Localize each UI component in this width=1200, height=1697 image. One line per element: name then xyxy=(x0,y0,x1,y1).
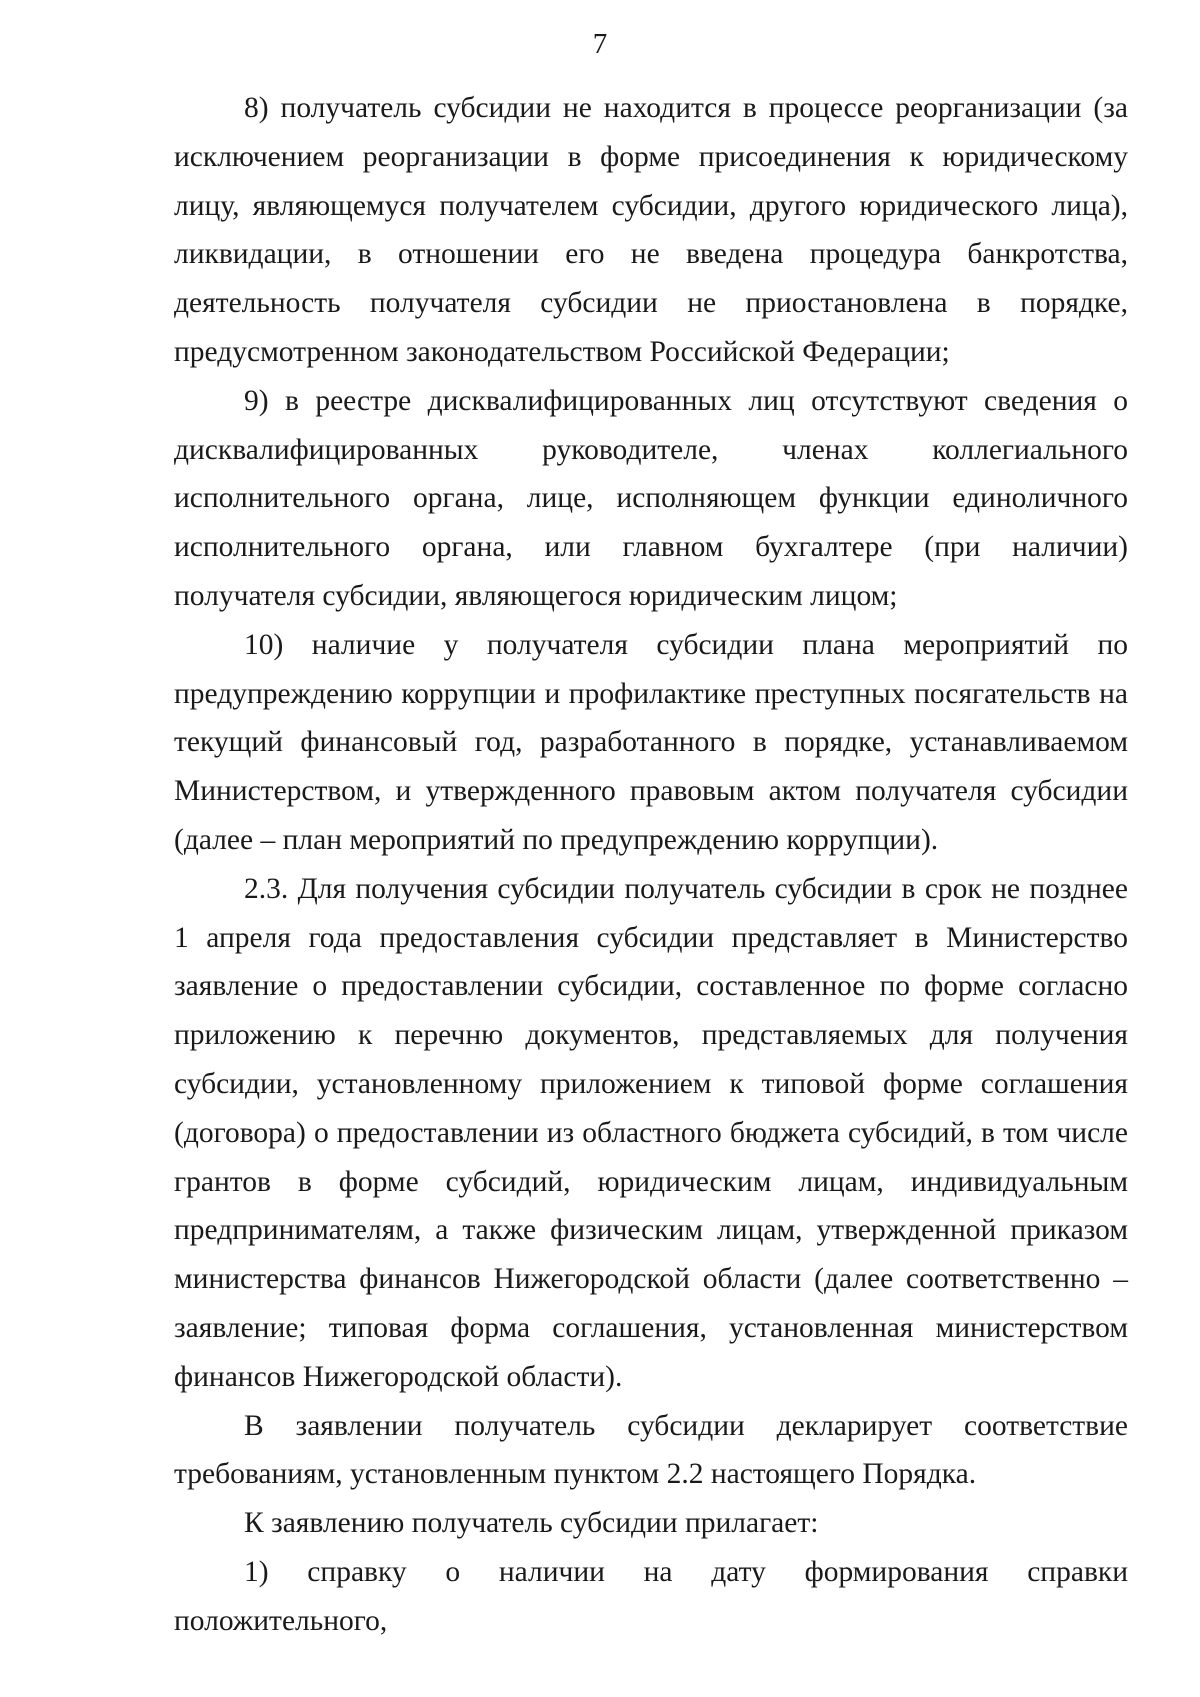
paragraph-item-8: 8) получатель субсидии не находится в процессе реорганизации (за исключением реорганизации в форме присоединения к юридическому лицу, являющемуся получателем субсидии, другого юридического лица), ликвидации, в отношении его не введена процедура банкротства, деятельность получателя субсидии не приостановлена в порядке, предусмотренном законодательством Российской Федерации; xyxy=(174,92,1128,368)
document-body xyxy=(174,84,1128,1646)
paragraph-attachments-intro: К заявлению получатель субсидии прилагает: xyxy=(244,1507,819,1540)
paragraph-attachment-1: 1) справку о наличии на дату формирования справки положительного, xyxy=(174,1555,1128,1637)
paragraph-section-2-3: 2.3. Для получения субсидии получатель субсидии в срок не позднее 1 апреля года предоставления субсидии представляет в Министерство заявление о предоставлении субсидии, составленное по форме согласно приложению к перечню документов, представляемых для получения субсидии, установленному приложением к типовой форме соглашения (договора) о предоставлении из областного бюджета субсидий, в том числе грантов в форме субсидий, юридическим лицам, индивидуальным предпринимателям, а также физическим лицам, утвержденной приказом министерства финансов Нижегородской области (далее соответственно – заявление; типовая форма соглашения, установленная министерством финансов Нижегородской области). xyxy=(174,872,1128,1393)
paragraph-item-9: 9) в реестре дисквалифицированных лиц отсутствуют сведения о дисквалифицированных руководителе, членах коллегиального исполнительного органа, лице, исполняющем функции единоличного исполнительного органа, или главном бухгалтере (при наличии) получателя субсидии, являющегося юридическим лицом; xyxy=(174,384,1128,612)
page-number: 7 xyxy=(592,28,608,60)
paragraph-declaration: В заявлении получатель субсидии декларирует соответствие требованиям, установленным пунктом 2.2 настоящего Порядка. xyxy=(174,1409,1128,1491)
paragraph-item-10: 10) наличие у получателя субсидии плана мероприятий по предупреждению коррупции и профилактике преступных посягательств на текущий финансовый год, разработанного в порядке, устанавливаемом Министерством, и утвержденного правовым актом получателя субсидии (далее – план мероприятий по предупреждению коррупции). xyxy=(174,628,1128,856)
